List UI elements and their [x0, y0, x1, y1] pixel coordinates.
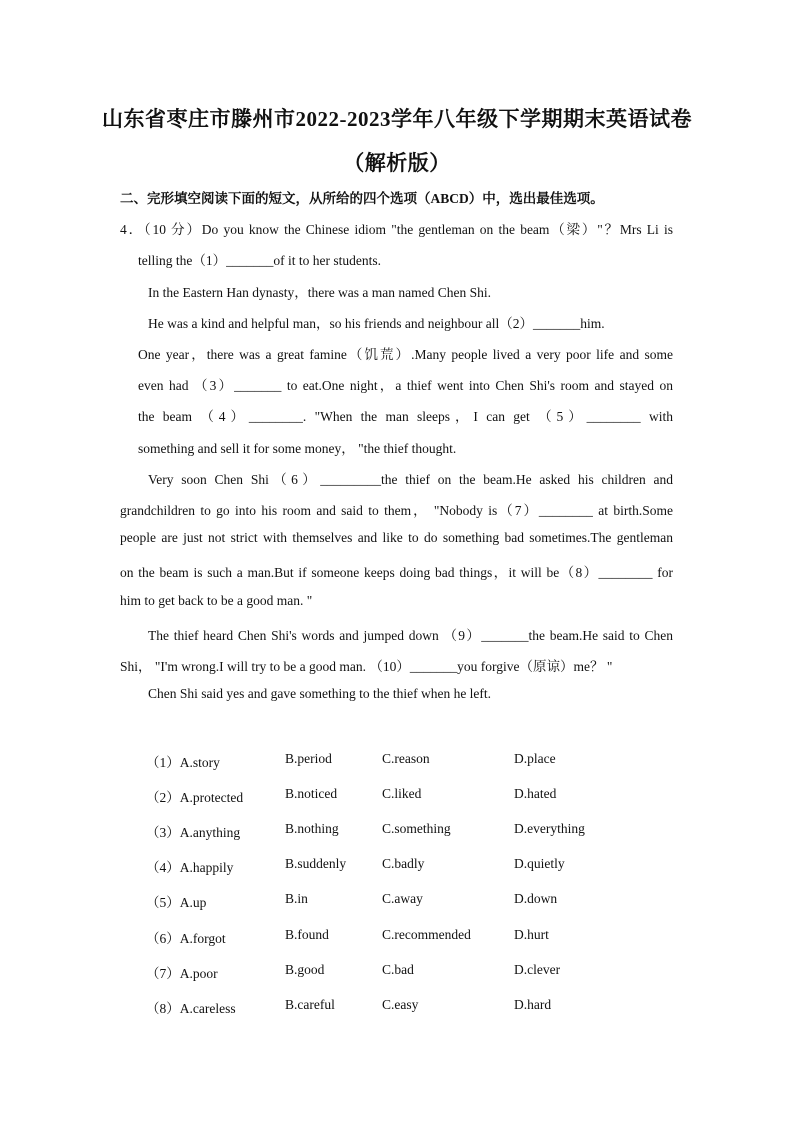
option-b: B.good [285, 962, 325, 977]
passage-line: In the Eastern Han dynasty，there was a man named Chen Shi. [148, 285, 492, 300]
option-b: B.noticed [285, 786, 338, 801]
option-b: B.period [285, 751, 332, 766]
option-c: C.liked [382, 786, 422, 801]
option-c: C.recommended [382, 927, 471, 942]
passage-line: 4．（10 分）Do you know the Chinese idiom "the gentleman on the beam（梁）"？Mrs Li is [120, 222, 673, 237]
section-heading: 二、完形填空阅读下面的短文，从所给的四个选项（ABCD）中，选出最佳选项。 [120, 191, 604, 206]
option-a: （6）A.forgot [146, 931, 226, 946]
option-c: C.reason [382, 751, 430, 766]
option-d: D.hurt [514, 927, 549, 942]
option-b: B.in [285, 891, 308, 906]
option-a: （7）A.poor [146, 966, 218, 981]
option-a: （8）A.careless [146, 1001, 236, 1016]
exam-subtitle: （解析版） [343, 151, 451, 175]
passage-line: something and sell it for some money， "the thief thought. [138, 441, 457, 456]
option-b: B.careful [285, 997, 335, 1012]
passage-line: even had （3）_______ to eat.One night，a thief went into Chen Shi's room and stayed on [138, 378, 673, 393]
option-a: （5）A.up [146, 895, 207, 910]
passage-line: on the beam is such a man.But if someone keeps doing bad things，it will be（8）________ for [120, 565, 673, 580]
passage-line: grandchildren to go into his room and said to them， "Nobody is（7）________ at birth.Some [120, 503, 673, 518]
option-c: C.bad [382, 962, 414, 977]
option-d: D.clever [514, 962, 561, 977]
passage-line: telling the（1）_______of it to her students. [138, 253, 381, 268]
passage-line: people are just not strict with themselves and like to do something bad sometimes.The gentleman [120, 530, 673, 545]
passage-line: the beam （4）________. "When the man sleeps，I can get （5）________ with [138, 409, 673, 424]
passage-line: Shi， "I'm wrong.I will try to be a good man. （10）_______you forgive（原谅）me？ " [120, 659, 613, 674]
option-b: B.suddenly [285, 856, 347, 871]
option-d: D.down [514, 891, 558, 906]
option-a: （3）A.anything [146, 825, 241, 840]
option-d: D.hard [514, 997, 552, 1012]
passage-line: He was a kind and helpful man，so his friends and neighbour all（2）_______him. [148, 316, 605, 331]
option-b: B.found [285, 927, 329, 942]
option-d: D.everything [514, 821, 585, 836]
passage-line: him to get back to be a good man. " [120, 593, 313, 608]
passage-line: Very soon Chen Shi（6）_________the thief on the beam.He asked his children and [148, 472, 673, 487]
option-a: （2）A.protected [146, 790, 244, 805]
option-d: D.place [514, 751, 556, 766]
option-d: D.hated [514, 786, 557, 801]
option-c: C.away [382, 891, 423, 906]
option-a: （4）A.happily [146, 860, 234, 875]
option-c: C.badly [382, 856, 425, 871]
passage-line: Chen Shi said yes and gave something to the thief when he left. [148, 686, 492, 701]
option-a: （1）A.story [146, 755, 220, 770]
exam-title: 山东省枣庄市滕州市2022-2023学年八年级下学期期末英语试卷 [102, 107, 692, 131]
option-c: C.easy [382, 997, 419, 1012]
passage-line: The thief heard Chen Shi's words and jumped down （9）_______the beam.He said to Chen [148, 628, 673, 643]
option-b: B.nothing [285, 821, 339, 836]
option-d: D.quietly [514, 856, 565, 871]
option-c: C.something [382, 821, 451, 836]
passage-line: One year，there was a great famine（饥荒）.Many people lived a very poor life and some [138, 347, 673, 362]
